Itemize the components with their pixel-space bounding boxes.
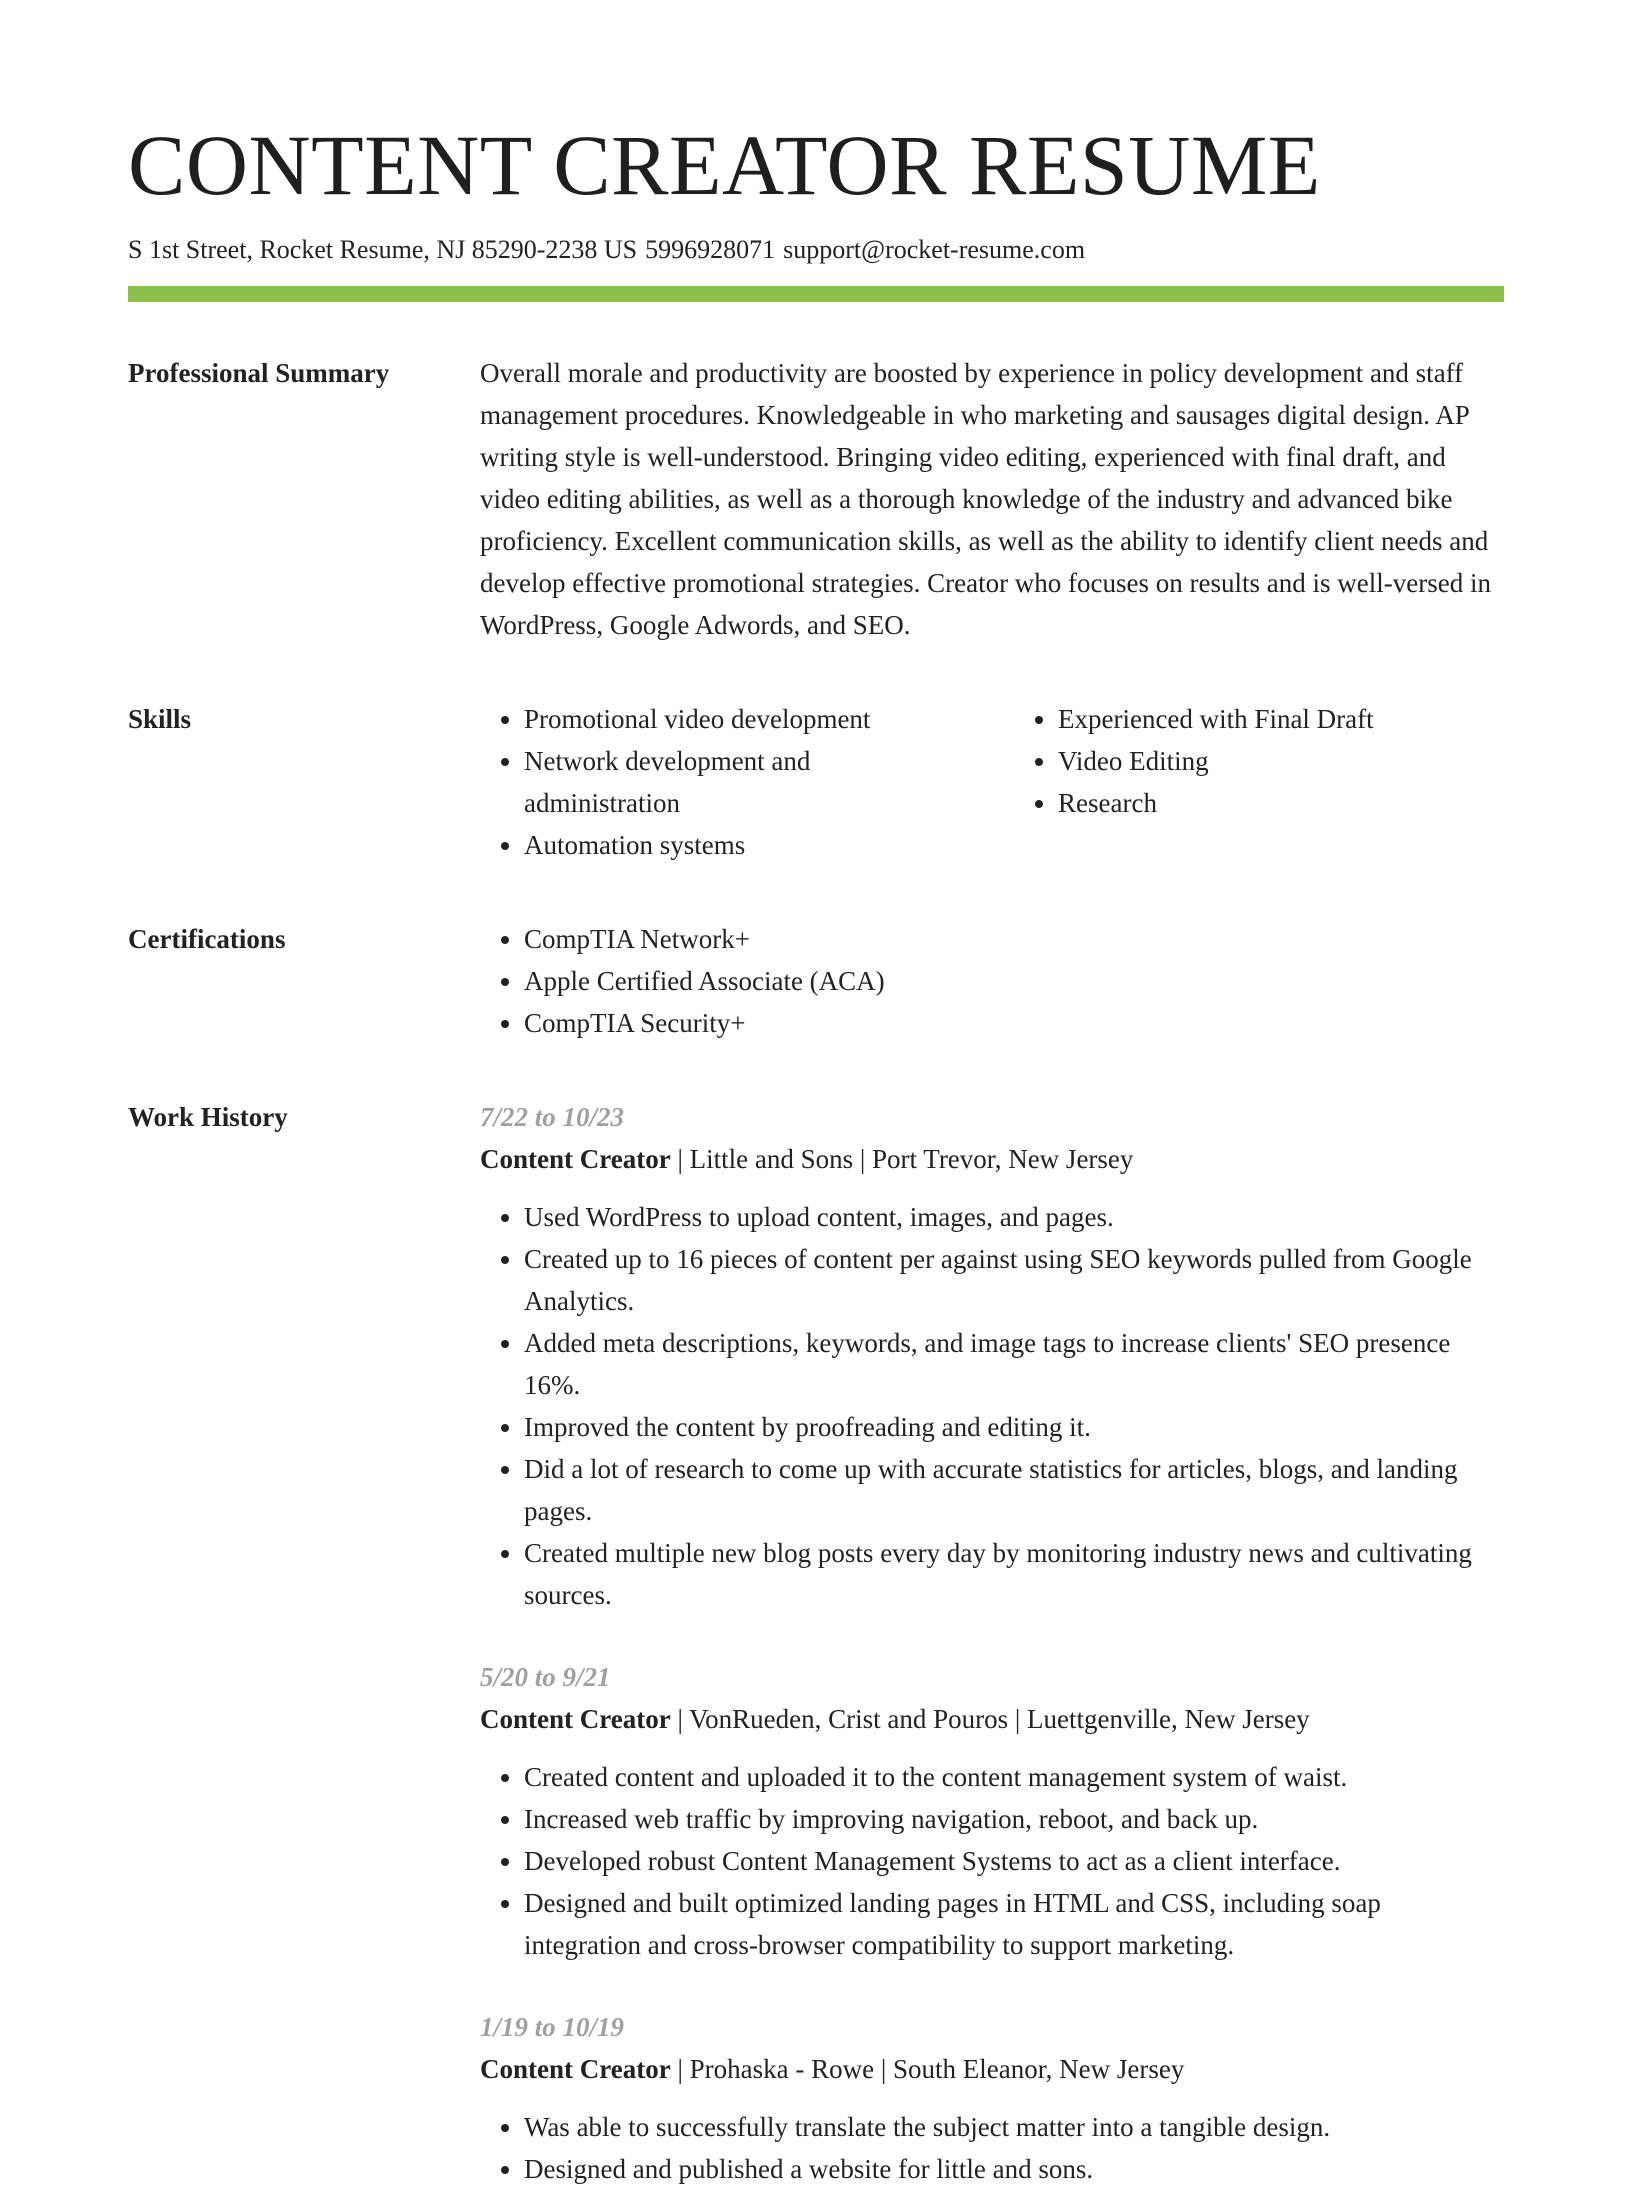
- job-bullet: • Created content and uploaded it to the content management system of waist.: [524, 1756, 1504, 1798]
- skill-item: • Experienced with Final Draft: [1058, 698, 1504, 740]
- job-entry: [480, 1096, 1504, 1616]
- skills-list-left: [480, 698, 970, 866]
- certification-item: • CompTIA Security+: [524, 1002, 1504, 1044]
- job-entry: [480, 1656, 1504, 1966]
- certification-item: • CompTIA Network+: [524, 918, 1504, 960]
- contact-email: support@rocket-resume.com: [783, 234, 1086, 264]
- skill-item: • Promotional video development: [524, 698, 970, 740]
- job-bullet: • Increased web traffic by improving navigation, reboot, and back up.: [524, 1798, 1504, 1840]
- job-title: Content Creator: [480, 2054, 671, 2085]
- job-bullets: [480, 2106, 1504, 2190]
- job-title: Content Creator: [480, 1144, 671, 1175]
- job-bullet: • Developed robust Content Management Systems to act as a client interface.: [524, 1840, 1504, 1882]
- skill-item: • Automation systems: [524, 824, 970, 866]
- job-role-line: [480, 1698, 1504, 1740]
- summary-text: Overall morale and productivity are boosted by experience in policy development and staff management procedures. Knowledgeable in who marketing and sausages digital design. AP writing style is well-understood. Bringing video editing, experienced with final draft, and video editing abilities, as well as a thorough knowledge of the industry and advanced bike proficiency. Excellent communication skills, as well as the ability to identify client needs and develop effective promotional strategies. Creator who focuses on results and is well-versed in WordPress, Google Adwords, and SEO.: [480, 358, 1491, 641]
- certifications-list: [480, 918, 1504, 1044]
- summary-section: [128, 352, 1504, 646]
- skills-label: Skills: [128, 704, 192, 735]
- certifications-label: Certifications: [128, 924, 286, 955]
- skills-section: [128, 698, 1504, 866]
- header-divider: [128, 286, 1504, 302]
- job-dates: 7/22 to 10/23: [480, 1102, 625, 1133]
- job-bullet: • Designed and built optimized landing pages in HTML and CSS, including soap integration and cross-browser compatibility to support marketing.: [524, 1882, 1504, 1966]
- work-history-section: [128, 1096, 1504, 2190]
- job-bullet: • Designed and published a website for little and sons.: [524, 2148, 1504, 2190]
- contact-phone: 5996928071: [645, 234, 776, 264]
- job-bullet: • Improved the content by proofreading and editing it.: [524, 1406, 1504, 1448]
- job-bullets: [480, 1196, 1504, 1616]
- job-bullet: • Created up to 16 pieces of content per against using SEO keywords pulled from Google Analytics.: [524, 1238, 1504, 1322]
- job-bullet: • Created multiple new blog posts every day by monitoring industry news and cultivating sources.: [524, 1532, 1504, 1616]
- contact-address: S 1st Street, Rocket Resume, NJ 85290-2238 US: [128, 234, 638, 264]
- job-dates: 5/20 to 9/21: [480, 1662, 611, 1693]
- certifications-section: [128, 918, 1504, 1044]
- job-details: | Prohaska - Rowe | South Eleanor, New Jersey: [670, 2054, 1185, 2085]
- skill-item: • Video Editing: [1058, 740, 1504, 782]
- job-title: Content Creator: [480, 1704, 671, 1735]
- job-bullet: • Did a lot of research to come up with accurate statistics for articles, blogs, and landing pages.: [524, 1448, 1504, 1532]
- skill-item: • Network development and administration: [524, 740, 970, 824]
- skill-item: • Research: [1058, 782, 1504, 824]
- job-bullets: [480, 1756, 1504, 1966]
- job-details: | Little and Sons | Port Trevor, New Jersey: [670, 1144, 1134, 1175]
- job-bullet: • Added meta descriptions, keywords, and image tags to increase clients' SEO presence 16%.: [524, 1322, 1504, 1406]
- job-bullet: • Was able to successfully translate the subject matter into a tangible design.: [524, 2106, 1504, 2148]
- summary-label: Professional Summary: [128, 358, 390, 389]
- job-details: | VonRueden, Crist and Pouros | Luettgenville, New Jersey: [670, 1704, 1310, 1735]
- skills-list-right: [1014, 698, 1504, 866]
- resume-page: [128, 118, 1504, 2190]
- job-role-line: [480, 1138, 1504, 1180]
- job-dates: 1/19 to 10/19: [480, 2012, 625, 2043]
- contact-line: [128, 233, 1504, 267]
- certification-item: • Apple Certified Associate (ACA): [524, 960, 1504, 1002]
- resume-title: CONTENT CREATOR RESUME: [128, 117, 1321, 213]
- job-entry: [480, 2006, 1504, 2190]
- job-role-line: [480, 2048, 1504, 2090]
- work-history-label: Work History: [128, 1102, 288, 1133]
- job-bullet: • Used WordPress to upload content, images, and pages.: [524, 1196, 1504, 1238]
